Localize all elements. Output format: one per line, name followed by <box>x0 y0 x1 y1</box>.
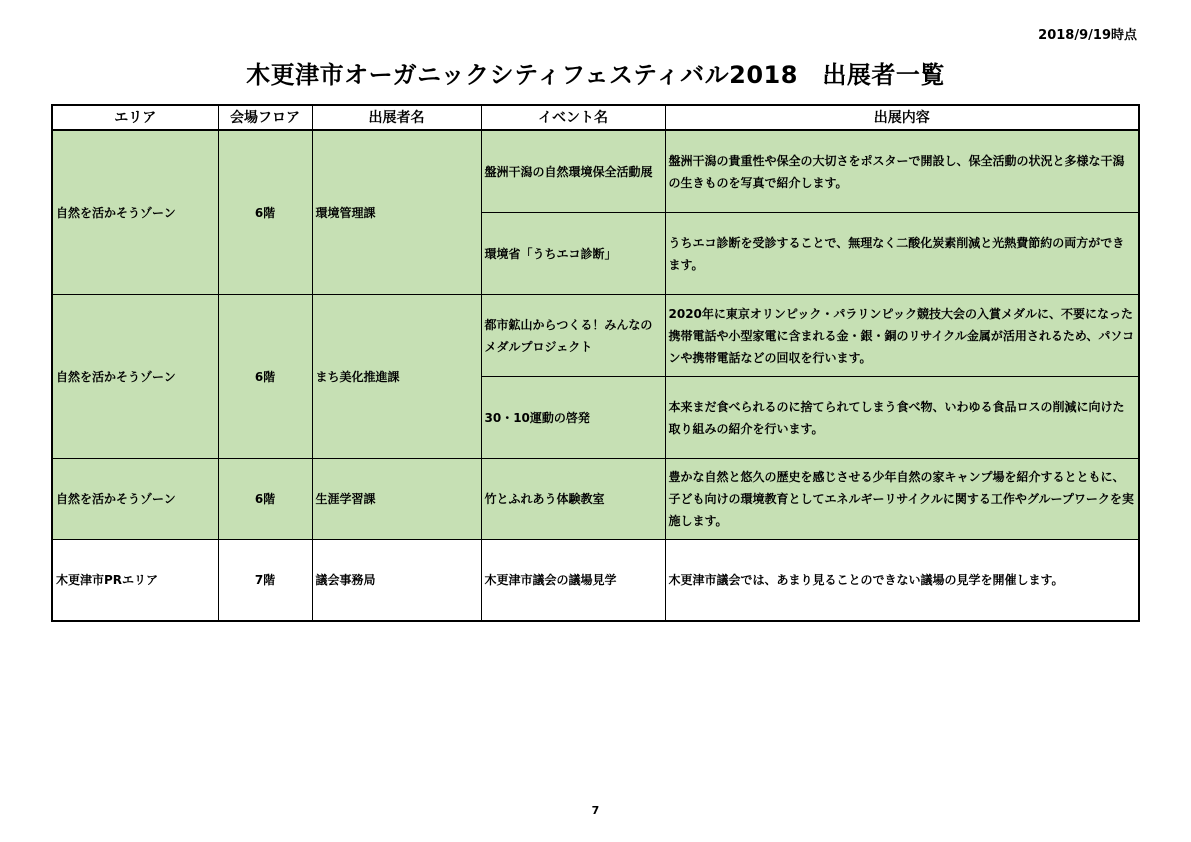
column-header-exhibitor: 出展者名 <box>312 105 481 130</box>
table-row <box>52 459 1139 540</box>
exhibitor-cell: 議会事務局 <box>312 540 481 622</box>
event-content-cell: 本来まだ食べられるのに捨てられてしまう食べ物、いわゆる食品ロスの削減に向けた取り組みの紹介を行います。 <box>665 377 1139 459</box>
exhibitor-cell: 生涯学習課 <box>312 459 481 540</box>
area-cell: 木更津市PRエリア <box>52 540 218 622</box>
event-name-cell: 都市鉱山からつくる！みんなのメダルプロジェクト <box>481 295 665 377</box>
event-content-cell: 木更津市議会では、あまり見ることのできない議場の見学を開催します。 <box>665 540 1139 622</box>
floor-cell: 6階 <box>218 295 312 459</box>
event-name-cell: 竹とふれあう体験教室 <box>481 459 665 540</box>
column-header-event: イベント名 <box>481 105 665 130</box>
table-row <box>52 540 1139 622</box>
event-content-cell: 2020年に東京オリンピック・パラリンピック競技大会の入賞メダルに、不要になった携帯電話や小型家電に含まれる金・銀・銅のリサイクル金属が活用されるため、パソコンや携帯電話などの回収を行います。 <box>665 295 1139 377</box>
event-name-cell: 環境省「うちエコ診断」 <box>481 213 665 295</box>
area-cell: 自然を活かそうゾーン <box>52 459 218 540</box>
table-row <box>52 295 1139 377</box>
event-name-cell: 木更津市議会の議場見学 <box>481 540 665 622</box>
page-number: 7 <box>591 804 600 817</box>
page-title: 木更津市オーガニックシティフェスティバル2018 出展者一覧 <box>246 61 945 89</box>
column-header-floor: 会場フロア <box>218 105 312 130</box>
column-header-area: エリア <box>52 105 218 130</box>
column-header-content: 出展内容 <box>665 105 1139 130</box>
area-cell: 自然を活かそうゾーン <box>52 295 218 459</box>
area-cell: 自然を活かそうゾーン <box>52 130 218 295</box>
floor-cell: 7階 <box>218 540 312 622</box>
table-header-row <box>52 105 1139 130</box>
exhibitor-table <box>51 104 1140 622</box>
floor-cell: 6階 <box>218 459 312 540</box>
event-content-cell: うちエコ診断を受診することで、無理なく二酸化炭素削減と光熱費節約の両方ができます。 <box>665 213 1139 295</box>
event-name-cell: 30・10運動の啓発 <box>481 377 665 459</box>
exhibitor-cell: 環境管理課 <box>312 130 481 295</box>
exhibitor-cell: まち美化推進課 <box>312 295 481 459</box>
event-content-cell: 豊かな自然と悠久の歴史を感じさせる少年自然の家キャンプ場を紹介するとともに、子ども向けの環境教育としてエネルギーリサイクルに関する工作やグループワークを実施します。 <box>665 459 1139 540</box>
event-content-cell: 盤洲干潟の貴重性や保全の大切さをポスターで開設し、保全活動の状況と多様な干潟の生きものを写真で紹介します。 <box>665 130 1139 213</box>
event-name-cell: 盤洲干潟の自然環境保全活動展 <box>481 130 665 213</box>
floor-cell: 6階 <box>218 130 312 295</box>
table-row <box>52 130 1139 213</box>
date-note: 2018/9/19時点 <box>1038 28 1137 43</box>
